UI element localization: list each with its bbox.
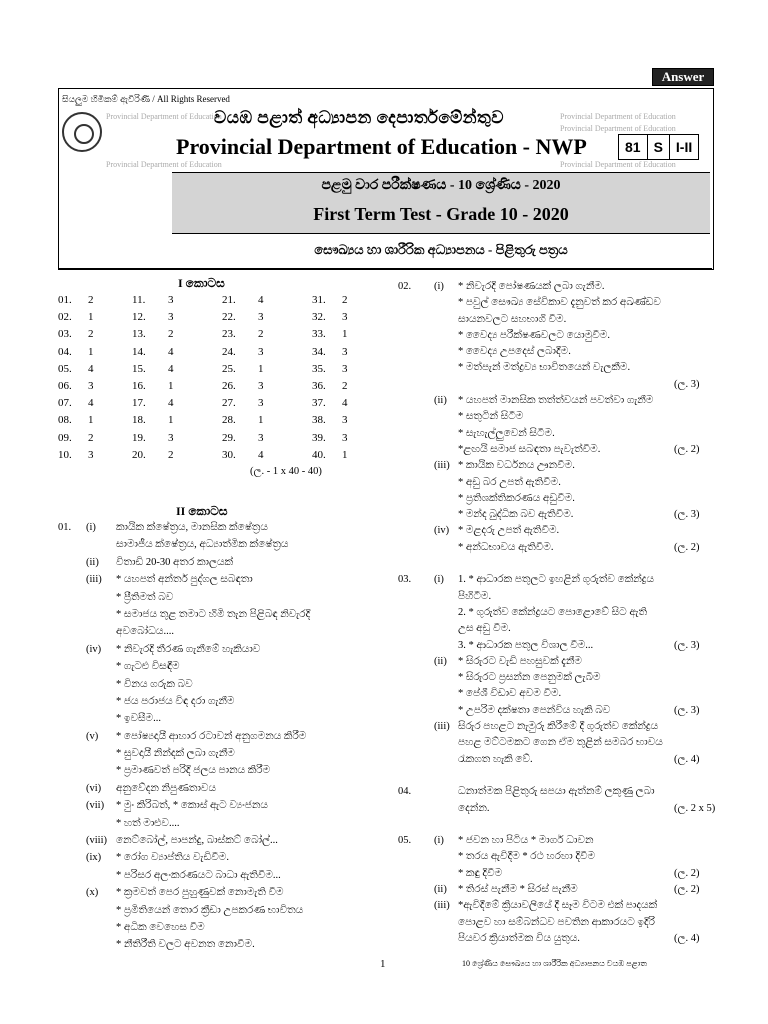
answer-value: 1	[168, 379, 174, 392]
part2-title: II කොටස	[176, 504, 228, 518]
answer-value: 1	[258, 414, 264, 427]
answer-text: * අධික වෙහෙස වීම	[116, 921, 205, 933]
question-number: 18.	[132, 414, 146, 427]
answer-line	[398, 671, 714, 687]
sub-question-label: (ii)	[434, 395, 447, 407]
answer-text: * වෛද්‍ය පරීක්ෂණවලට යොමුවීම.	[458, 329, 610, 341]
answer-text: * තිරස් පැනීම * සිරස් පැනීම	[458, 883, 578, 895]
answer-text: * මළදරු උපත් ඇතිවීම.	[458, 525, 560, 537]
question-number: 06.	[58, 379, 72, 392]
answer-line	[58, 782, 388, 799]
sub-question-label: (vii)	[86, 800, 105, 812]
answer-line	[398, 590, 714, 606]
answer-line	[398, 361, 714, 377]
question-number: 36.	[312, 379, 326, 392]
question-number: 14.	[132, 345, 146, 358]
answer-value: 3	[168, 431, 174, 444]
answer-text: * පවුල් සෞඛ්‍ය සේවිකාව දැනුවත් කර අඛණ්ඩව	[458, 297, 661, 309]
answer-text: * ජය පරාජය විඳ දරා ගැනීම	[116, 695, 235, 707]
answer-line	[398, 573, 714, 589]
answer-line	[58, 573, 388, 590]
answer-line	[398, 508, 714, 524]
answer-line	[58, 730, 388, 747]
question-number: 38.	[312, 414, 326, 427]
answer-value: 2	[342, 294, 348, 306]
paper-code-number: 81	[619, 135, 648, 159]
marks-label: (ල. 4)	[674, 753, 700, 765]
answer-text: උස අඩු වීම.	[458, 623, 511, 635]
answer-text: * මත්පැන් මත්ද්‍රව්‍ය භාවිතයෙන් වැලකීම.	[458, 362, 631, 374]
question-number: 05.	[58, 362, 72, 375]
answer-line	[398, 802, 714, 818]
answer-line	[398, 704, 714, 720]
subject-title: සෞඛ්‍යය හා ශාරීරික අධ්‍යාපනය - පිළිතුරු පත්‍රය	[314, 242, 568, 257]
watermark: Provincial Department of Education	[560, 160, 676, 169]
watermark: Provincial Department of Education	[106, 160, 222, 169]
answer-value: 4	[168, 345, 174, 358]
answer-value: 3	[258, 431, 264, 444]
answer-line	[398, 883, 714, 899]
answer-value: 3	[342, 431, 348, 444]
marks-label: (ල. 3)	[674, 509, 700, 521]
sub-question-label: (iii)	[434, 460, 450, 472]
question-number: 17.	[132, 397, 146, 410]
answer-line	[398, 720, 714, 736]
answer-line	[58, 799, 388, 816]
sub-question-label: (iii)	[434, 900, 450, 912]
question-number: 08.	[58, 414, 72, 427]
answer-value: 1	[258, 362, 264, 375]
department-logo	[62, 112, 102, 152]
question-number: 40.	[312, 448, 326, 461]
answer-value: 3	[342, 345, 348, 358]
sub-question-label: (i)	[434, 281, 444, 292]
answer-line	[398, 280, 714, 296]
question-number: 02.	[398, 281, 412, 292]
answer-line	[398, 492, 714, 508]
answer-line	[398, 476, 714, 492]
answer-line	[398, 557, 714, 573]
question-number: 23.	[222, 328, 236, 341]
answer-text: * උපරිම දක්ෂතා පෙන්විය හැකි බව	[458, 704, 611, 716]
answer-line	[58, 921, 388, 938]
answer-value: 1	[168, 414, 174, 427]
department-title-sinhala: වයඹ පළාත් අධ්‍යාපන දෙපාර්තමේන්තුව	[214, 108, 505, 127]
watermark: Provincial Department of Education	[106, 112, 222, 121]
answer-text: * ප්‍රීතිමත් බව	[116, 591, 174, 603]
question-number: 33.	[312, 328, 326, 341]
answer-value: 1	[342, 448, 348, 461]
marks-label: (ල. 2)	[674, 443, 700, 455]
watermark: Provincial Department of Education	[560, 124, 676, 133]
question-number: 01.	[58, 294, 72, 306]
answer-tag: Answer	[652, 68, 714, 86]
department-title: Provincial Department of Education - NWP	[176, 134, 587, 159]
answer-text: පහළ මට්ටමකට ගෙන ඒම තුළින් සමබර භාවය	[458, 737, 663, 749]
answer-text: * සතුටින් සිටීම	[458, 411, 524, 423]
answer-value: 3	[342, 311, 348, 324]
answer-text: * ගැටළු විසඳීම	[116, 661, 180, 673]
answer-line	[398, 345, 714, 361]
question-number: 16.	[132, 379, 146, 392]
answer-text: * පරිසර අලංකරණයට බාධා ඇතිවීම...	[116, 869, 281, 881]
answer-line	[398, 850, 714, 866]
answer-value: 3	[168, 294, 174, 306]
answer-line	[58, 625, 388, 642]
answer-line	[58, 817, 388, 834]
answer-line	[58, 521, 388, 538]
answer-text: කායික ක්ෂේත්‍රය, මානසික ක්ෂේත්‍රය	[116, 522, 268, 533]
answer-line	[398, 606, 714, 622]
marks-label: (ල. 3)	[674, 378, 700, 390]
answer-line	[398, 639, 714, 655]
answer-line	[398, 378, 714, 394]
question-number: 04.	[58, 345, 72, 358]
question-number: 09.	[58, 431, 72, 444]
sub-question-label: (viii)	[86, 835, 107, 847]
part1-marks: (ල. - 1 x 40 - 40)	[250, 466, 322, 477]
answer-text: පිහිටීම.	[458, 590, 492, 602]
answer-value: 3	[258, 379, 264, 392]
question-number: 32.	[312, 311, 326, 324]
question-number: 11.	[132, 294, 146, 306]
answer-line	[58, 556, 388, 573]
exam-title-sinhala: පළමු වාර පරීක්ෂණය - 10 ශ්‍රේණිය - 2020	[321, 178, 561, 193]
answer-line	[398, 410, 714, 426]
answer-line	[398, 329, 714, 345]
answer-line	[58, 712, 388, 729]
answer-text: * ප්‍රමාණවත් පරිදි ජලය පානය කිරීම	[116, 765, 271, 777]
answer-text: නෙට්බෝල්, පාපන්දු, බාස්කට් බෝල්...	[116, 835, 278, 847]
question-number: 31.	[312, 294, 326, 306]
answer-line	[398, 916, 714, 932]
answer-value: 4	[88, 397, 94, 410]
answer-text: * පෝෂ්‍යදායී ආහාර රටාවන් අනුගමනය කිරීම	[116, 730, 307, 742]
answer-line	[58, 747, 388, 764]
answer-line	[58, 695, 388, 712]
paper-code-parts: I-II	[675, 139, 693, 155]
answer-value: 2	[88, 431, 94, 444]
answer-text: * ඉවසීම...	[116, 713, 161, 725]
answer-line	[58, 904, 388, 921]
answer-value: 3	[88, 448, 94, 461]
header-divider	[58, 268, 712, 269]
answer-line	[398, 541, 714, 557]
answer-text: විතාඩි 20-30 අතර කාලයක්	[116, 556, 234, 568]
answer-text: * නිවැරදි තීරණ ගැනීමේ හැකියාව	[116, 643, 261, 655]
answer-line	[58, 869, 388, 886]
answer-text: * වෛද්‍ය උපදෙස් ලබාදීම.	[458, 346, 571, 358]
answer-text: සායනවලට සහභාගි වීම.	[458, 313, 567, 325]
question-number: 39.	[312, 431, 326, 444]
sub-question-label: (ii)	[434, 655, 447, 667]
answer-value: 1	[88, 345, 94, 358]
question-number: 37.	[312, 397, 326, 410]
answer-value: 3	[342, 414, 348, 427]
answer-text: * යහපත් අන්තර් පුද්ගල සබඳතා	[116, 574, 253, 586]
answer-text: * මුං කිරිබත්, * කොස් ඇට ව්‍යංජනය	[116, 800, 268, 812]
question-number: 19.	[132, 431, 146, 444]
answer-text: * සමාජය තුළ තමාට හිමි තැන පිළිබඳ නිවැරදි	[116, 608, 311, 620]
answer-line	[398, 899, 714, 915]
question-number: 02.	[58, 311, 72, 324]
answer-text: * සැහැල්ලුවෙන් සිටීම.	[458, 427, 555, 439]
answer-text: රැකගත හැකි වේ.	[458, 753, 533, 765]
answer-line	[398, 687, 714, 703]
sub-question-label: (vi)	[86, 782, 102, 794]
question-number: 25.	[222, 362, 236, 375]
marks-label: (ල. 3)	[674, 704, 700, 716]
answer-text: අනුවේදන නිපුණතාවය	[116, 782, 217, 794]
question-number: 04.	[398, 786, 412, 798]
answer-line	[58, 851, 388, 868]
answer-line	[58, 834, 388, 851]
answer-line	[398, 524, 714, 540]
question-number: 20.	[132, 448, 146, 461]
answer-value: 4	[168, 397, 174, 410]
marks-label: (ල. 2)	[674, 883, 700, 895]
marks-label: (ල. 2)	[674, 867, 700, 879]
answer-line	[398, 313, 714, 329]
answer-text: * පේශී විඩාව අවම වීම.	[458, 688, 562, 700]
part2-right-column	[398, 280, 714, 948]
answer-line	[398, 834, 714, 850]
answer-value: 2	[168, 448, 174, 461]
answer-line	[58, 643, 388, 660]
answer-value: 2	[258, 328, 264, 341]
question-number: 03.	[58, 328, 72, 341]
answer-line	[398, 818, 714, 834]
answer-line	[398, 427, 714, 443]
question-number: 30.	[222, 448, 236, 461]
answer-text: 2. * ගුරුත්ව කේන්ද්‍රයට පොළොවේ සිට ඇති	[458, 606, 647, 618]
answer-text: * මන්ද බුද්ධික බව ඇතිවීම.	[458, 509, 574, 521]
exam-title: First Term Test - Grade 10 - 2020	[313, 204, 569, 224]
question-number: 34.	[312, 345, 326, 358]
marks-label: (ල. 2)	[674, 541, 700, 553]
footer-text: 10 ශ්‍රේණිය සෞඛ්‍යය හා ශාරීරික අධ්‍යාපනය වයඹ පළාත	[462, 959, 647, 968]
sub-question-label: (iii)	[86, 574, 102, 586]
answer-text: අවබෝධය....	[116, 626, 174, 638]
question-number: 12.	[132, 311, 146, 324]
answer-value: 3	[88, 379, 94, 392]
answer-value: 2	[168, 328, 174, 341]
answer-text: 1. * ආධාරක පතුලට ඉහළින් ගුරුත්ව කේන්ද්‍රය	[458, 574, 655, 586]
answer-value: 2	[342, 379, 348, 392]
sub-question-label: (iv)	[86, 643, 102, 655]
question-number: 24.	[222, 345, 236, 358]
answer-text: * අඩු බර උපත් ඇතිවීම.	[458, 476, 561, 488]
sub-question-label: (i)	[434, 835, 444, 847]
answer-line	[398, 622, 714, 638]
question-number: 22.	[222, 311, 236, 324]
page-number: 1	[380, 958, 386, 970]
answer-line	[398, 459, 714, 475]
answer-line	[58, 678, 388, 695]
answer-line	[58, 886, 388, 903]
answer-value: 1	[342, 328, 348, 341]
answer-text: * ක්‍රමවත් පෙර පුහුණුවක් නොමැති වීම	[116, 887, 284, 899]
sub-question-label: (iii)	[434, 721, 450, 733]
marks-label: (ල. 3)	[674, 639, 700, 651]
question-number: 07.	[58, 397, 72, 410]
marks-label: (ල. 4)	[674, 932, 700, 944]
paper-code-subject: S	[648, 135, 670, 159]
answer-text: * සිරුරට ප්‍රසන්න පෙනුමක් ලැබීම	[458, 672, 601, 684]
answer-text: * අන්ධභාවය ඇතිවීම.	[458, 541, 554, 553]
answer-value: 3	[258, 311, 264, 324]
sub-question-label: (i)	[434, 574, 444, 586]
sub-question-label: (ii)	[434, 883, 447, 895]
answer-text: *ළඟයි සමාජ සබඳතා පැවැත්වීම.	[458, 443, 601, 455]
sub-question-label: (v)	[86, 730, 99, 742]
answer-value: 4	[342, 397, 348, 410]
question-number: 01.	[58, 522, 72, 533]
answer-text: * නිවැරදි පෝෂණයක් ලබා ගැනීම.	[458, 281, 605, 292]
answer-value: 2	[88, 328, 94, 341]
answer-value: 4	[258, 294, 264, 306]
answer-line	[398, 769, 714, 785]
question-number: 27.	[222, 397, 236, 410]
sub-question-label: (iv)	[434, 525, 450, 537]
answer-line	[58, 608, 388, 625]
answer-line	[398, 867, 714, 883]
answer-value: 3	[258, 397, 264, 410]
answer-text: * කායික වර්ධනය ඌනවීම.	[458, 460, 575, 472]
question-number: 10.	[58, 448, 72, 461]
question-number: 13.	[132, 328, 146, 341]
answer-text: * කඳු දිවීම	[458, 867, 503, 879]
answer-text: * තරය ඇවිදීම * රථ හරහා දිවීම	[458, 851, 596, 863]
answer-line	[398, 296, 714, 312]
answer-value: 1	[88, 311, 94, 324]
sub-question-label: (ii)	[86, 556, 99, 568]
answer-text: පියවර ක්‍රියාත්මක විය යුතුය.	[458, 932, 580, 944]
answer-text: *ඇවිදීමේ ක්‍රියාවලියේ දී සෑම විටම එක් පාදයක්	[458, 900, 658, 912]
answer-value: 1	[88, 414, 94, 427]
question-number: 28.	[222, 414, 236, 427]
question-number: 15.	[132, 362, 146, 375]
answer-text: * නීතිරීති වලට අවනත නොවීම.	[116, 939, 255, 951]
rights-notice: සියලුම හිමිකම් ඇවිරිණි / All Rights Reserved	[62, 94, 230, 104]
answer-line	[58, 764, 388, 781]
answer-text: * රෝග ව්‍යාප්තිය වැඩිවීම.	[116, 852, 229, 864]
answer-line	[58, 538, 388, 555]
watermark: Provincial Department of Education	[560, 112, 676, 121]
answer-line	[398, 932, 714, 948]
answer-text: * ජවන හා පිටිය * මාර්ග ධාවන	[458, 835, 594, 847]
answer-text: * හත් මාළුව....	[116, 817, 180, 829]
answer-text: පොළව හා සම්බන්ධව පවතින ආකාරයට ඉදිරි	[458, 916, 655, 928]
answer-line	[58, 660, 388, 677]
answer-text: * සිරුරට වැඩි පහසුවක් දැනීම	[458, 655, 582, 667]
answer-value: 3	[258, 345, 264, 358]
answer-line	[398, 655, 714, 671]
part2-left-column	[58, 521, 388, 956]
answer-line	[398, 753, 714, 769]
answer-value: 4	[88, 362, 94, 375]
question-number: 26.	[222, 379, 236, 392]
marks-label: (ල. 2 x 5)	[674, 802, 716, 814]
answer-line	[398, 785, 714, 801]
answer-text: ධනාත්මක පිළිතුරු සපයා ඇත්නම් ලකුණු ලබා	[458, 786, 655, 798]
answer-line	[58, 591, 388, 608]
answer-value: 4	[258, 448, 264, 461]
part1-title: I කොටස	[178, 276, 225, 290]
answer-value: 3	[168, 311, 174, 324]
question-number: 35.	[312, 362, 326, 375]
answer-text: සාමාජීය ක්ෂේත්‍රය, අධ්‍යාත්මික ක්ෂේත්‍රය	[116, 539, 289, 551]
sub-question-label: (ix)	[86, 852, 102, 864]
answer-text: * ප්‍රතිශක්තිකරණය අඩුවීම.	[458, 492, 575, 504]
question-number: 05.	[398, 835, 412, 847]
answer-line	[398, 443, 714, 459]
answer-text: * විනය ගරුක බව	[116, 678, 193, 690]
answer-line	[398, 736, 714, 752]
answer-text: * සුවදායී නින්දක් ලබා ගැනීම	[116, 748, 235, 760]
answer-text: දෙන්න.	[458, 802, 490, 814]
sub-question-label: (x)	[86, 887, 99, 899]
answer-value: 3	[342, 362, 348, 375]
answer-text: සිරුර පහළට නැමුරු කිරීමේ දී ගුරුත්ව කේන්ද්‍රය	[458, 721, 659, 733]
answer-text: * යහපත් මානසික තත්ත්වයන් පවත්වා ගැනීම	[458, 395, 654, 407]
answer-line	[398, 394, 714, 410]
answer-text: * ප්‍රමිතියෙන් තොර ක්‍රීඩා උපකරණ භාවිතය	[116, 904, 304, 916]
paper-code-box	[618, 134, 699, 160]
question-number: 03.	[398, 574, 412, 586]
answer-value: 4	[168, 362, 174, 375]
question-number: 29.	[222, 431, 236, 444]
answer-text: 3. * ආධාරක පතුල විශාල වීම...	[458, 639, 594, 651]
sub-question-label: (i)	[86, 522, 96, 533]
question-number: 21.	[222, 294, 236, 306]
answer-value: 2	[88, 294, 94, 306]
answer-line	[58, 938, 388, 955]
